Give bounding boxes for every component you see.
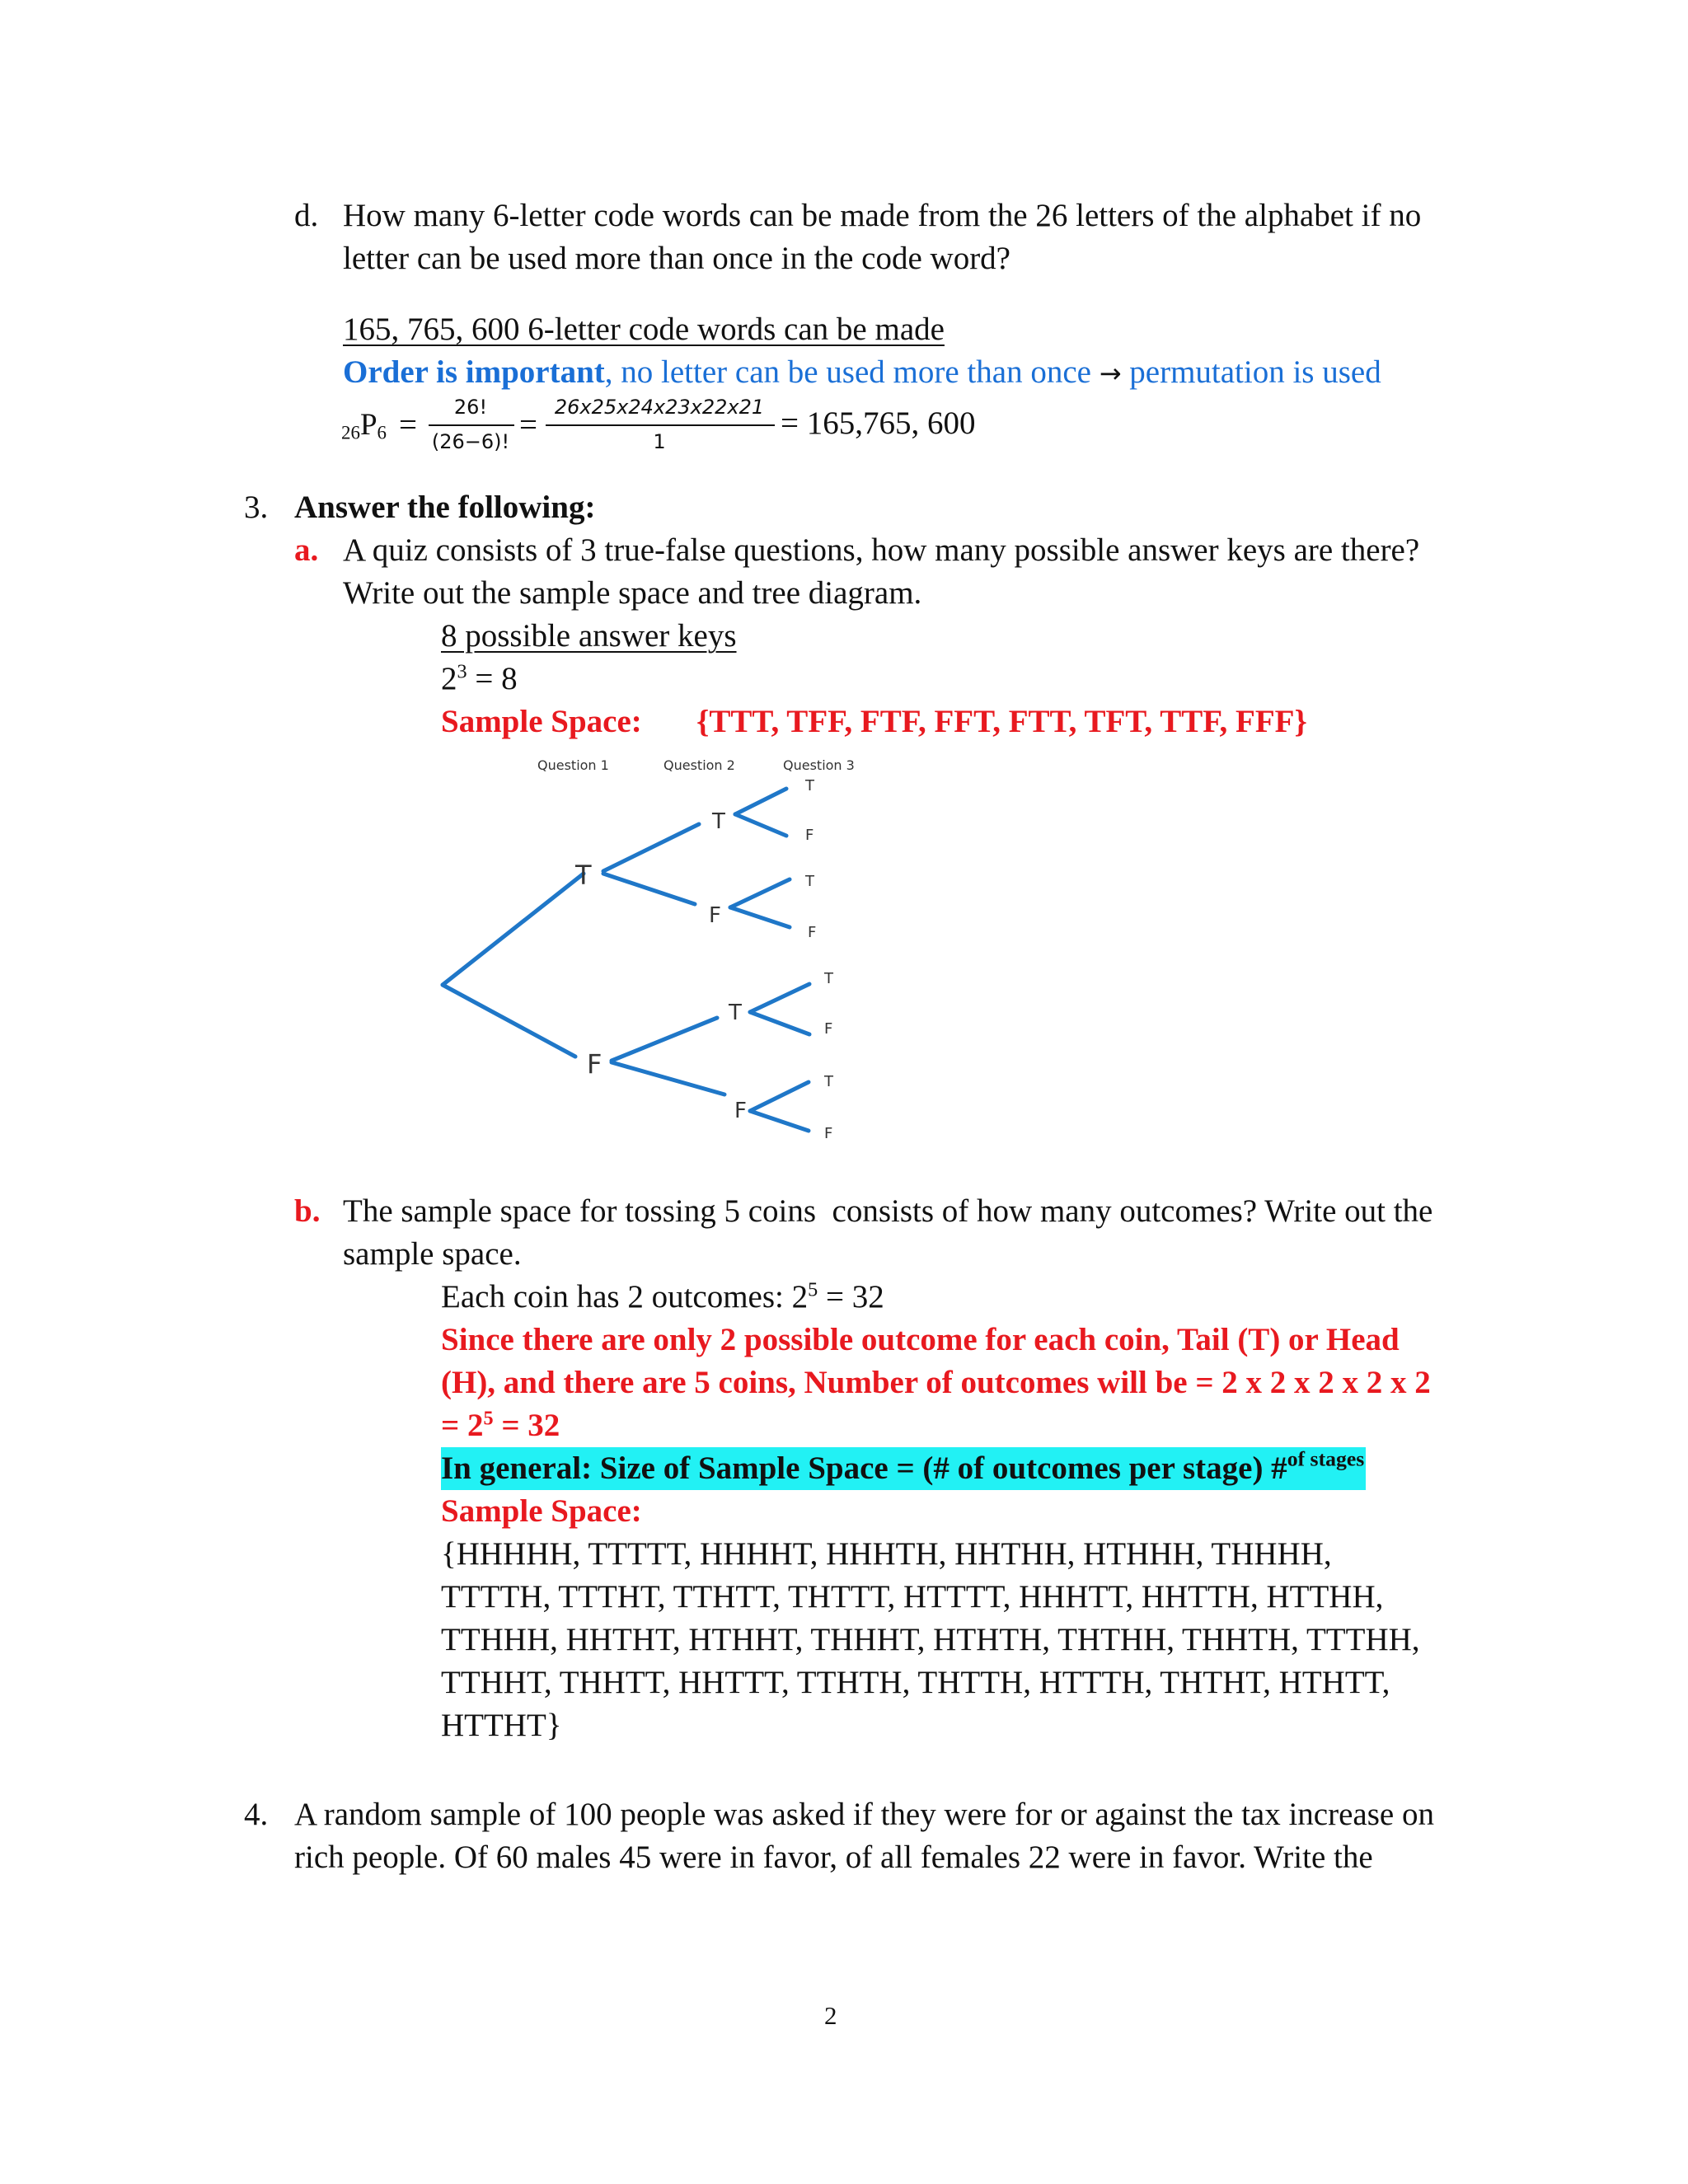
tree-branch-root-f (443, 985, 575, 1057)
perm-p: P (359, 408, 377, 442)
tree-l2-label: F (734, 1099, 747, 1123)
q3b-since-result: = 32 (493, 1408, 560, 1443)
tree-l3-label: F (824, 1020, 833, 1038)
tree-l2-label: T (729, 1001, 742, 1025)
q3b-each-coin-text: Each coin has 2 outcomes: 2 (441, 1279, 809, 1315)
tree-branch-ft-f (750, 1012, 809, 1034)
q3a-calc (441, 658, 518, 701)
q3b-since-line2: (H), and there are 5 coins, Number of outcomes will be = 2 x 2 x 2 x 2 x 2 (441, 1365, 1431, 1400)
tree-l3-label: T (805, 777, 814, 794)
tree-branch-t-f (603, 874, 695, 904)
tree-branch-tf-t (730, 879, 790, 907)
q3a-sample-set: {TTT, TFF, FTF, FFT, FTT, TFT, TTF, FFF} (696, 704, 1307, 739)
perm-eq-1: = (399, 407, 417, 443)
q2d-order-perm: permutation is used (1129, 354, 1381, 390)
q4-line1: A random sample of 100 people was asked if they were for or against the tax increase on (294, 1797, 1434, 1832)
q4-number: 4. (244, 1797, 269, 1832)
frac2-numerator: 26x25x24x23x22x21 (554, 396, 765, 419)
tree-l3-label: T (824, 970, 833, 987)
q3-heading: Answer the following: (294, 490, 596, 525)
q4-line2: rich people. Of 60 males 45 were in favor, of all females 22 were in favor. Write the (294, 1840, 1373, 1875)
frac1-numerator: 26! (453, 396, 488, 419)
q3b-line1: The sample space for tossing 5 coins consists of how many outcomes? Write out the (343, 1193, 1433, 1229)
q3b-since-line3 (441, 1404, 560, 1447)
q2d-marker: d. (294, 198, 319, 233)
tree-branch-f-f (612, 1062, 724, 1094)
q3b-marker: b. (294, 1193, 321, 1229)
tree-l3-label: T (805, 873, 814, 890)
tree-header-q1: Question 1 (537, 757, 609, 773)
tree-branch-ff-f (750, 1111, 809, 1131)
tree-branch-tt-t (735, 789, 786, 814)
q3a-calc-exp: 3 (457, 660, 467, 683)
page-number: 2 (824, 2001, 837, 2030)
frac2-line (546, 424, 775, 426)
q3b-each-coin (441, 1276, 884, 1319)
q3b-sample-line: TTHHH, HHTHT, HTHHT, THHHT, HTHTH, THTHH, THHTH, TTTHH, (441, 1622, 1420, 1657)
q3b-sample-line: {HHHHH, TTTTT, HHHHT, HHHTH, HHTHH, HTHHH, THHHH, (441, 1536, 1332, 1572)
tree-diagram (313, 746, 989, 1158)
frac2-denominator: 1 (653, 430, 666, 453)
tree-l3-label: F (808, 924, 817, 941)
q3-number: 3. (244, 490, 269, 525)
tree-header-q2: Question 2 (663, 757, 735, 773)
frac1-line (429, 424, 514, 426)
q3a-line2: Write out the sample space and tree diagram. (343, 575, 922, 611)
q3a-marker: a. (294, 532, 319, 568)
tree-branch-tf-f (730, 907, 790, 927)
q3b-since-exp: 5 (483, 1407, 494, 1430)
tree-header-q3: Question 3 (783, 757, 855, 773)
tree-l2-label: F (709, 903, 721, 928)
frac1-denominator: (26−6)! (431, 430, 510, 453)
q3b-sample-label: Sample Space: (441, 1493, 642, 1529)
tree-l1-label: T (575, 860, 592, 891)
q3b-each-rest: = 32 (818, 1279, 884, 1315)
perm-sub-right: 6 (377, 422, 387, 443)
q3a-line1: A quiz consists of 3 true-false questions, how many possible answer keys are there? (343, 532, 1420, 568)
tree-branch-ff-t (750, 1082, 809, 1111)
q3b-since-line1: Since there are only 2 possible outcome for each coin, Tail (T) or Head (441, 1322, 1400, 1357)
q3b-sample-line: TTHHT, THHTT, HHTTT, TTHTH, THTTH, HTTTH, THTHT, HTHTT, (441, 1665, 1390, 1700)
perm-eq-2: = (519, 407, 537, 443)
tree-branch-root-t (443, 874, 584, 985)
q2d-order-rest: , no letter can be used more than once (604, 354, 1091, 390)
tree-branch-t-t (603, 824, 699, 871)
tree-l3-label: F (824, 1125, 833, 1142)
perm-result: = 165,765, 600 (781, 405, 976, 441)
tree-l3-label: F (805, 827, 814, 844)
tree-l1-label: F (587, 1048, 603, 1080)
tree-branch-tt-f (735, 814, 786, 836)
tree-l3-label: T (824, 1073, 833, 1090)
q3b-general-sup: of stages (1287, 1446, 1365, 1471)
q3b-sample-line: TTTTH, TTTHT, TTHTT, THTTT, HTTTT, HHHTT, HHTTH, HTTHH, (441, 1579, 1384, 1615)
q3a-calc-base: 2 (441, 661, 457, 696)
tree-l2-label: T (712, 809, 725, 834)
q3b-sample-line: HTTHT} (441, 1708, 562, 1743)
perm-symbol (341, 404, 387, 447)
q2d-question-line2: letter can be used more than once in the code word? (343, 241, 1010, 276)
tree-branch-f-t (612, 1018, 717, 1061)
q3b-general-main: In general: Size of Sample Space = (# of outcomes per stage) # (441, 1451, 1287, 1486)
q3a-sample-label: Sample Space: (441, 704, 642, 739)
tree-branch-ft-t (750, 984, 809, 1012)
q2d-order-bold: Order is important (343, 354, 605, 390)
q3a-answer: 8 possible answer keys (441, 618, 737, 654)
q2d-order-line (343, 351, 1381, 395)
q2d-answer: 165, 765, 600 6-letter code words can be made (343, 312, 945, 347)
perm-sub-left: 26 (341, 422, 360, 443)
q3b-line2: sample space. (343, 1236, 522, 1272)
q3b-general-highlight (441, 1447, 1366, 1490)
q3b-since-eq: = 2 (441, 1408, 484, 1443)
q2d-question-line1: How many 6-letter code words can be made from the 26 letters of the alphabet if no (343, 198, 1422, 233)
q3b-each-exp: 5 (808, 1278, 818, 1301)
q3a-calc-rest: = 8 (467, 661, 518, 696)
arrow-icon: → (1099, 358, 1122, 389)
